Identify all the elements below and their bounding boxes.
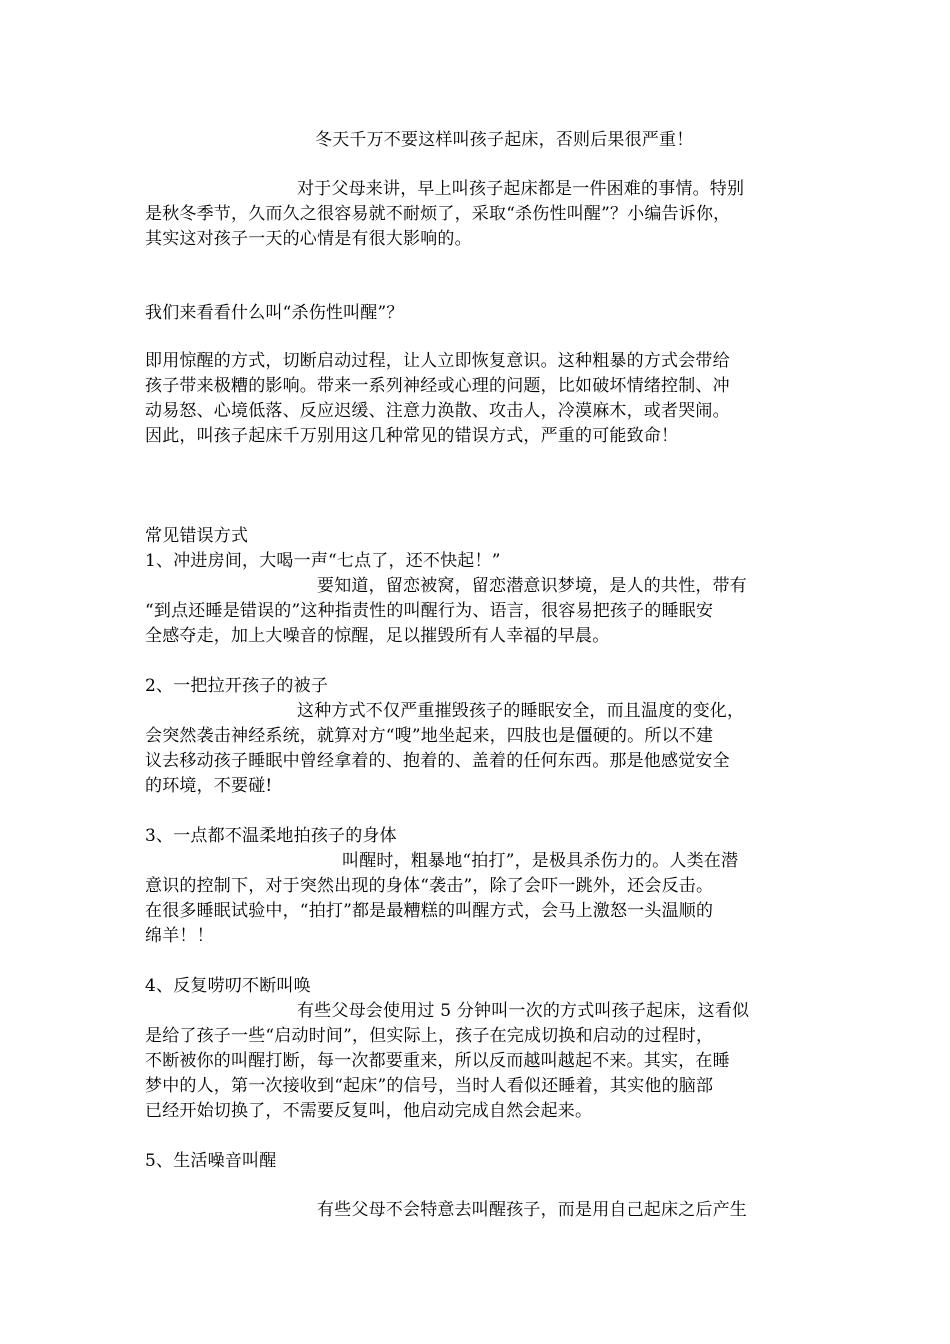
definition-line-4: 因此，叫孩子起床千万别用这几种常见的错误方式，严重的可能致命！ <box>145 426 679 446</box>
question-heading: 我们来看看什么叫“杀伤性叫醒”？ <box>145 303 404 323</box>
item-2-line-2: 会突然袭击神经系统，就算对方“嗖”地坐起来，四肢也是僵硬的。所以不建 <box>145 726 714 746</box>
item-1-line-3: 全感夺走，加上大噪音的惊醒，足以摧毁所有人幸福的早晨。 <box>145 626 610 646</box>
item-4-line-2: 是给了孩子一些“启动时间”，但实际上，孩子在完成切换和启动的过程时， <box>145 1026 714 1046</box>
item-3-line-3: 在很多睡眠试验中，“拍打”都是最糟糕的叫醒方式，会马上激怒一头温顺的 <box>145 901 714 921</box>
item-3-line-1: 叫醒时，粗暴地“拍打”，是极具杀伤力的。人类在潜 <box>342 851 739 871</box>
page-title: 冬天千万不要这样叫孩子起床，否则后果很严重！ <box>315 130 694 150</box>
item-2-line-3: 议去移动孩子睡眠中曾经拿着的、抱着的、盖着的任何东西。那是他感觉安全 <box>145 751 730 771</box>
item-4-line-4: 梦中的人，第一次接收到“起床”的信号，当时人看似还睡着，其实他的脑部 <box>145 1076 714 1096</box>
item-2-line-1: 这种方式不仅严重摧毁孩子的睡眠安全，而且温度的变化， <box>297 701 745 721</box>
intro-line-3: 其实这对孩子一天的心情是有很大影响的。 <box>145 229 472 249</box>
definition-line-2: 孩子带来极糟的影响。带来一系列神经或心理的问题，比如破坏情绪控制、冲 <box>145 376 730 396</box>
item-5-heading: 5、生活噪音叫醒 <box>145 1151 277 1171</box>
item-4-line-1: 有些父母会使用过 5 分钟叫一次的方式叫孩子起床，这看似 <box>297 1001 750 1021</box>
section-heading: 常见错误方式 <box>145 526 249 546</box>
item-3-line-4: 绵羊！！ <box>145 926 214 946</box>
item-1-line-1: 要知道，留恋被窝，留恋潜意识梦境，是人的共性，带有 <box>317 576 747 596</box>
definition-line-3: 动易怒、心境低落、反应迟缓、注意力涣散、攻击人，冷漠麻木，或者哭闹。 <box>145 401 730 421</box>
item-2-line-4: 的环境，不要碰! <box>145 776 273 796</box>
item-1-line-2: “到点还睡是错误的”这种指责性的叫醒行为、语言，很容易把孩子的睡眠安 <box>145 601 714 621</box>
item-5-line-1: 有些父母不会特意去叫醒孩子，而是用自己起床之后产生 <box>317 1200 747 1220</box>
item-2-heading: 2、一把拉开孩子的被子 <box>145 676 329 696</box>
definition-line-1: 即用惊醒的方式，切断启动过程，让人立即恢复意识。这种粗暴的方式会带给 <box>145 351 730 371</box>
item-4-heading: 4、反复唠叨不断叫唤 <box>145 976 311 996</box>
item-4-line-5: 已经开始切换了，不需要反复叫，他启动完成自然会起来。 <box>145 1101 593 1121</box>
item-1-heading: 1、冲进房间，大喝一声“七点了，还不快起！” <box>145 551 501 571</box>
item-3-heading: 3、一点都不温柔地拍孩子的身体 <box>145 826 397 846</box>
intro-line-2: 是秋冬季节，久而久之很容易就不耐烦了，采取“杀伤性叫醒”？小编告诉你， <box>145 204 731 224</box>
item-3-line-2: 意识的控制下，对于突然出现的身体“袭击”，除了会吓一跳外，还会反击。 <box>145 876 714 896</box>
intro-line-1: 对于父母来讲，早上叫孩子起床都是一件困难的事情。特别 <box>297 179 745 199</box>
item-4-line-3: 不断被你的叫醒打断，每一次都要重来，所以反而越叫越起不来。其实，在睡 <box>145 1051 730 1071</box>
